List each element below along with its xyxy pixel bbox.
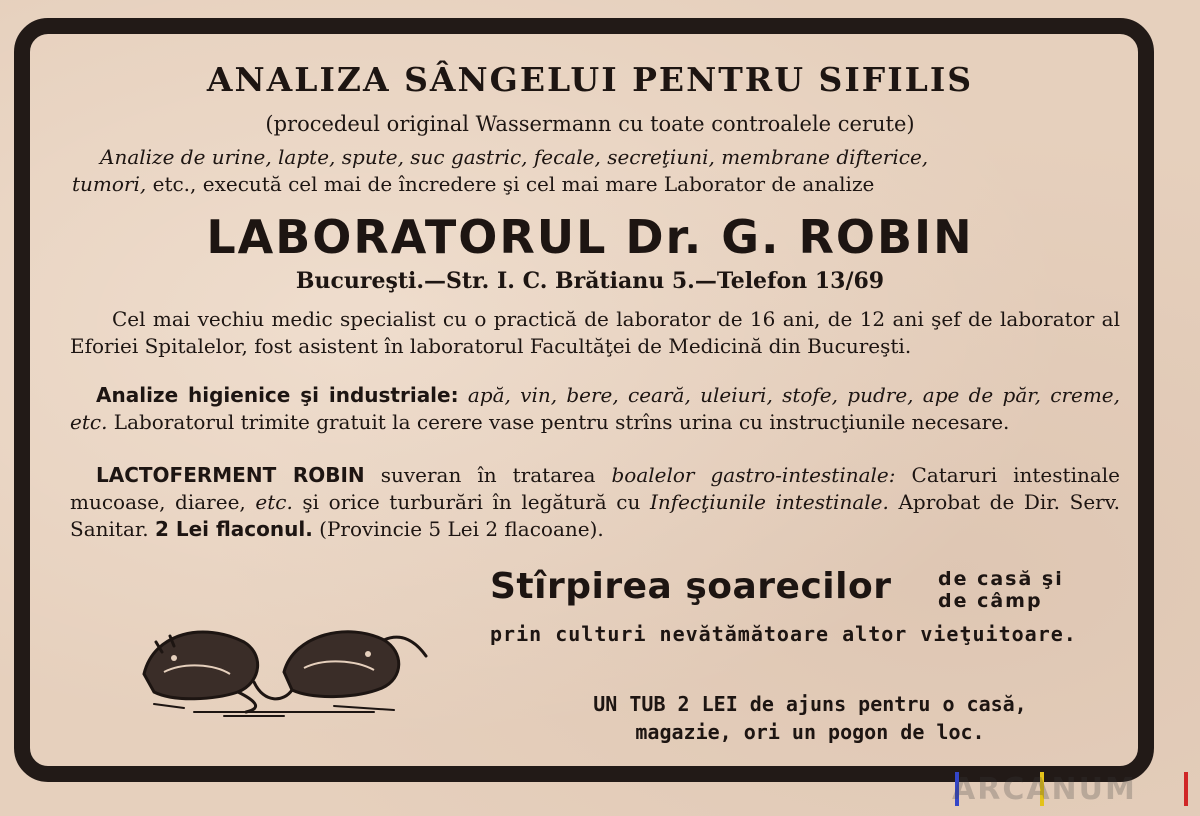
tube-offer [490,690,1130,746]
lacto-italic-2: etc. [255,490,293,514]
headline: ANALIZA SÂNGELUI PENTRU SIFILIS [206,60,974,99]
watermark: ARCANUM [952,772,1137,807]
tube-line-1: UN TUB 2 LEI de ajuns pentru o casă, [593,692,1027,716]
rats-illustration [134,612,434,722]
analyses-description: etc., execută cel mai de încredere şi cel mai mare Laborator de analize [146,172,875,196]
analyses-list-end: tumori, [72,172,147,196]
subheadline: (procedeul original Wassermann cu toate controalele cerute) [265,112,915,136]
tube-line-2: magazie, ori un pogon de loc. [635,720,985,744]
lab-address: Bucureşti.—Str. I. C. Brătianu 5.—Telefon 13/69 [295,268,885,294]
lactoferment-paragraph [70,462,1120,543]
doctor-paragraph: Cel mai vechiu medic specialist cu o practică de laborator de 16 ani, de 12 ani şef de laborator al Eforiei Spitalelor, fost asistent în laboratorul Facultăţei de Medicină din Bucureşti. [70,307,1120,358]
analyses-list: Analize de urine, lapte, spute, suc gastric, fecale, secreţiuni, membrane difterice, [100,145,929,169]
lacto-text-5: (Provincie 5 Lei 2 flacoane). [312,517,604,541]
lacto-italic-3: Infecţiunile intestinale. [649,490,889,514]
hygiene-items: apă, vin, bere, ceară, uleiuri, stofe, pudre, ape de păr, creme, etc. [70,383,1120,434]
lacto-price: 2 Lei flaconul. [154,517,313,541]
hygiene-paragraph [70,382,1120,436]
hygiene-title: Analize higienice şi industriale: [96,383,459,407]
lactoferment-title: LACTOFERMENT ROBIN [96,463,365,487]
hygiene-rest: Laboratorul trimite gratuit la cerere vase pentru strîns urina cu instrucţiunile necesare. [107,410,1010,434]
rats-description: prin culturi nevătămătoare altor vieţuitoare. [490,622,1077,646]
lacto-text-1: suveran în tratarea [364,463,612,487]
lacto-text-4: Aprobat de Dir. Serv. Sanitar. [70,490,1121,541]
lab-name: LABORATORUL Dr. G. ROBIN [206,210,974,264]
rats-side-note [938,568,1064,612]
rats-side-line-1: de casă şi [938,568,1064,590]
lacto-text-3: şi orice turburări în legătură cu [292,490,650,514]
analyses-line-1 [100,144,928,171]
lacto-italic-1: boalelor gastro-intestinale: [611,463,896,487]
lacto-text-2: Cataruri intestinale mucoase, diaree, [70,463,1121,514]
analyses-line-2 [72,171,874,198]
rats-side-line-2: de câmp [938,590,1043,612]
rats-heading: Stîrpirea şoarecilor [490,566,892,607]
